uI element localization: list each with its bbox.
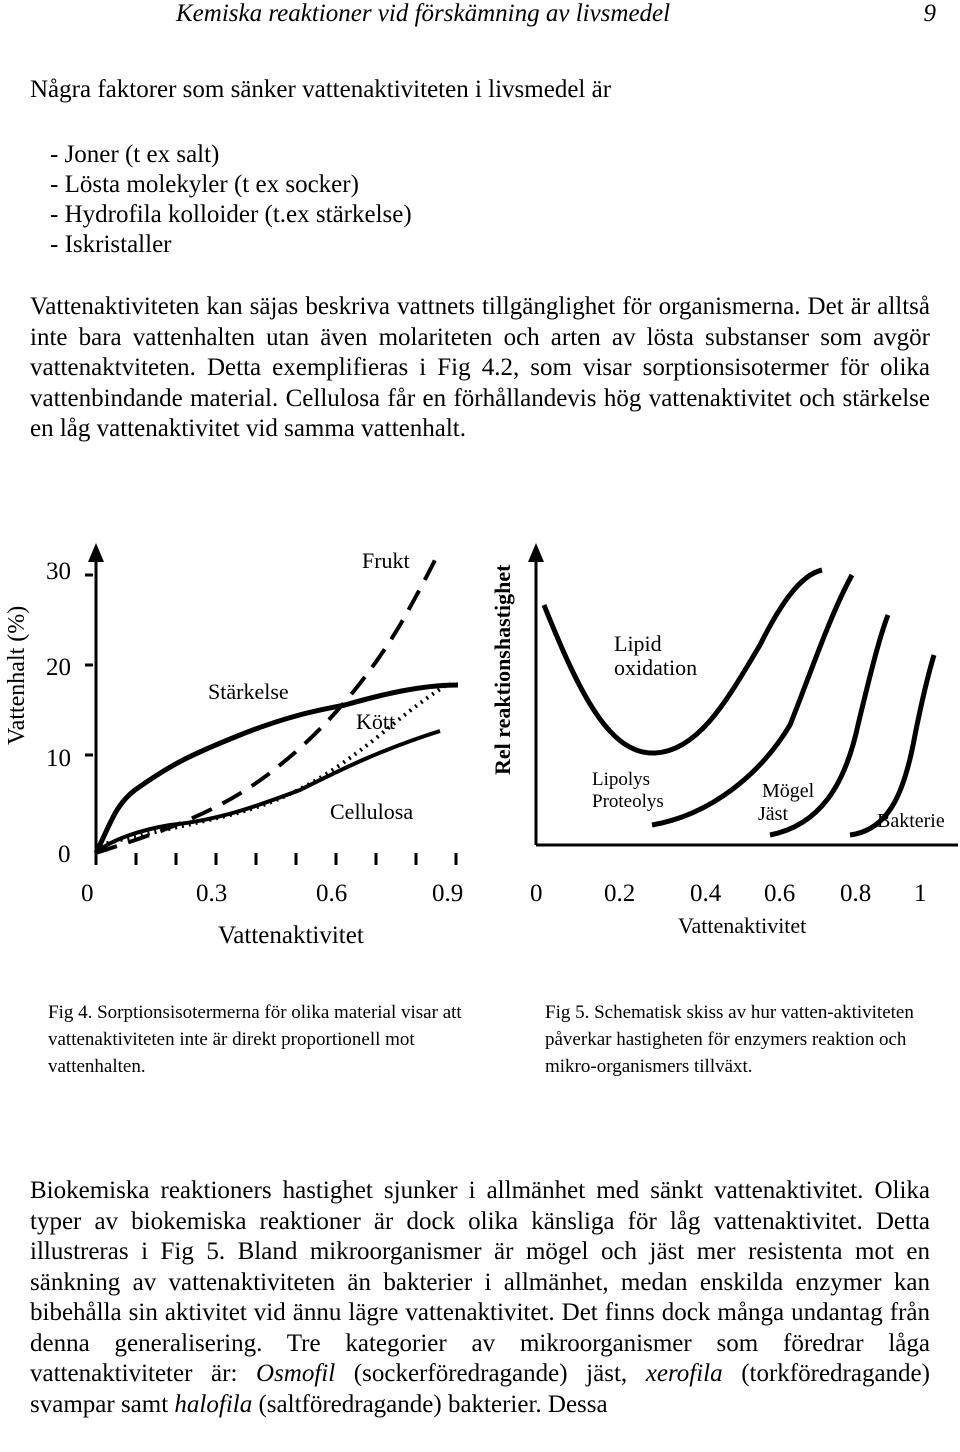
paragraph-1: Vattenaktiviteten kan säjas beskriva vattnets tillgänglighet för organismerna. Det är alltså inte bara vattenhalten utan även molariteten och arten av lösta substanser som avgör vattenaktviteten. Detta exemplifieras i Fig 4.2, som visar sorptionsisotermer för olika vattenbindande material. Cellulosa får en förhållandevis hög vattenaktivitet och stärkelse en låg vattenaktivitet vid samma vattenhalt. bbox=[30, 293, 930, 442]
fig5-xtick-label: 0.8 bbox=[840, 880, 872, 907]
term-xerofila: xerofila bbox=[645, 1360, 723, 1387]
fig4-xlabel: Vattenaktivitet bbox=[218, 922, 364, 949]
cellulosa-label: Cellulosa bbox=[330, 799, 414, 824]
page-number: 9 bbox=[923, 0, 936, 27]
fig4-caption: Fig 4. Sorptionsisotermerna för olika material visar att vattenaktiviteten inte är direkt proportionell mot vattenhalten. bbox=[48, 1002, 462, 1077]
term-osmofil: Osmofil bbox=[256, 1360, 336, 1387]
mogel-label: Mögel bbox=[762, 780, 815, 802]
paragraph-2-text: (sockerföredragande) jäst, bbox=[335, 1360, 646, 1387]
header-title: Kemiska reaktioner vid förskämning av livsmedel bbox=[176, 0, 671, 27]
fig4-xticks bbox=[96, 853, 456, 865]
frukt-label: Frukt bbox=[362, 548, 410, 573]
list-item: - Joner (t ex salt) bbox=[50, 141, 220, 168]
fig4-y-arrow bbox=[88, 543, 104, 562]
fig4-ytick-label: 30 bbox=[46, 558, 71, 585]
paragraph-2-text: Biokemiska reaktioners hastighet sjunker i allmänhet med sänkt vattenaktivitet. Olika typer av biokemiska reaktioner är dock olika känsliga för låg vattenaktivitet. Detta illustreras i Fig 5. Bland mikroorganismer är mögel och jäst mer resistenta mot en sänkning av vattenaktiviteten än bakterier i allmänhet, medan enskilda enzymer kan bibehålla sin aktivitet vid ännu lägre vattenaktivitet. Det finns dock många undantag från denna generalisering. Tre kategorier av mikroorganismer som föredrar låga vattenaktiviteter är: bbox=[30, 1177, 930, 1387]
intro-text: Några faktorer som sänker vattenaktiviteten i livsmedel är bbox=[30, 76, 612, 103]
fig5-xtick-label: 0.2 bbox=[604, 880, 636, 907]
fig5-ylabel: Rel reaktionshastighet bbox=[490, 564, 515, 775]
kott-label: Kött bbox=[356, 709, 396, 734]
lipolys-label: Lipolys bbox=[592, 769, 651, 790]
fig5-xtick-label: 0.4 bbox=[690, 880, 722, 907]
fig4-xtick-label: 0.6 bbox=[316, 880, 348, 907]
fig4-ytick-label: 0 bbox=[58, 841, 71, 868]
jast-label: Jäst bbox=[758, 803, 788, 825]
fig5-chart bbox=[490, 543, 958, 938]
paragraph-2-text: (torkföredragande) svampar samt bbox=[30, 1360, 930, 1418]
proteolys-label: Proteolys bbox=[592, 791, 664, 812]
fig5-xtick-label: 0.6 bbox=[764, 880, 796, 907]
fig4-xtick-label: 0.3 bbox=[196, 880, 228, 907]
list-item: - Iskristaller bbox=[50, 231, 172, 258]
starkelse-label: Stärkelse bbox=[208, 679, 289, 704]
fig5-xtick-label: 0 bbox=[530, 880, 543, 907]
fig5-xtick-label: 1 bbox=[914, 880, 927, 907]
page-header bbox=[176, 0, 936, 30]
fig5-xlabel: Vattenaktivitet bbox=[678, 913, 807, 938]
bakterie-label: Bakterie bbox=[877, 810, 945, 832]
fig4-xtick-label: 0.9 bbox=[432, 880, 464, 907]
figures bbox=[0, 535, 960, 955]
factor-list bbox=[50, 140, 412, 260]
fig5-caption: Fig 5. Schematisk skiss av hur vatten-aktiviteten påverkar hastigheten för enzymers reaktion och mikro-organismers tillväxt. bbox=[545, 1002, 914, 1077]
fig4-ylabel: Vattenhalt (%) bbox=[4, 605, 30, 745]
term-halofila: halofila bbox=[174, 1390, 253, 1418]
fig4-chart bbox=[4, 543, 463, 949]
bakterie-curve bbox=[850, 655, 934, 835]
lipolys-proteolys-curve bbox=[652, 575, 852, 825]
fig4-ytick-label: 10 bbox=[46, 745, 71, 772]
paragraph-2 bbox=[30, 1176, 930, 1420]
lipid-label: Lipid bbox=[614, 631, 662, 656]
fig4-xtick-label: 0 bbox=[81, 880, 94, 907]
oxidation-label: oxidation bbox=[614, 655, 698, 680]
paragraph-2-text: (saltföredragande) bakterier. Dessa bbox=[252, 1390, 608, 1418]
list-item: - Hydrofila kolloider (t.ex stärkelse) bbox=[50, 201, 412, 228]
fig5-y-arrow bbox=[528, 543, 544, 562]
fig4-ytick-label: 20 bbox=[46, 654, 71, 681]
list-item: - Lösta molekyler (t ex socker) bbox=[50, 171, 359, 198]
